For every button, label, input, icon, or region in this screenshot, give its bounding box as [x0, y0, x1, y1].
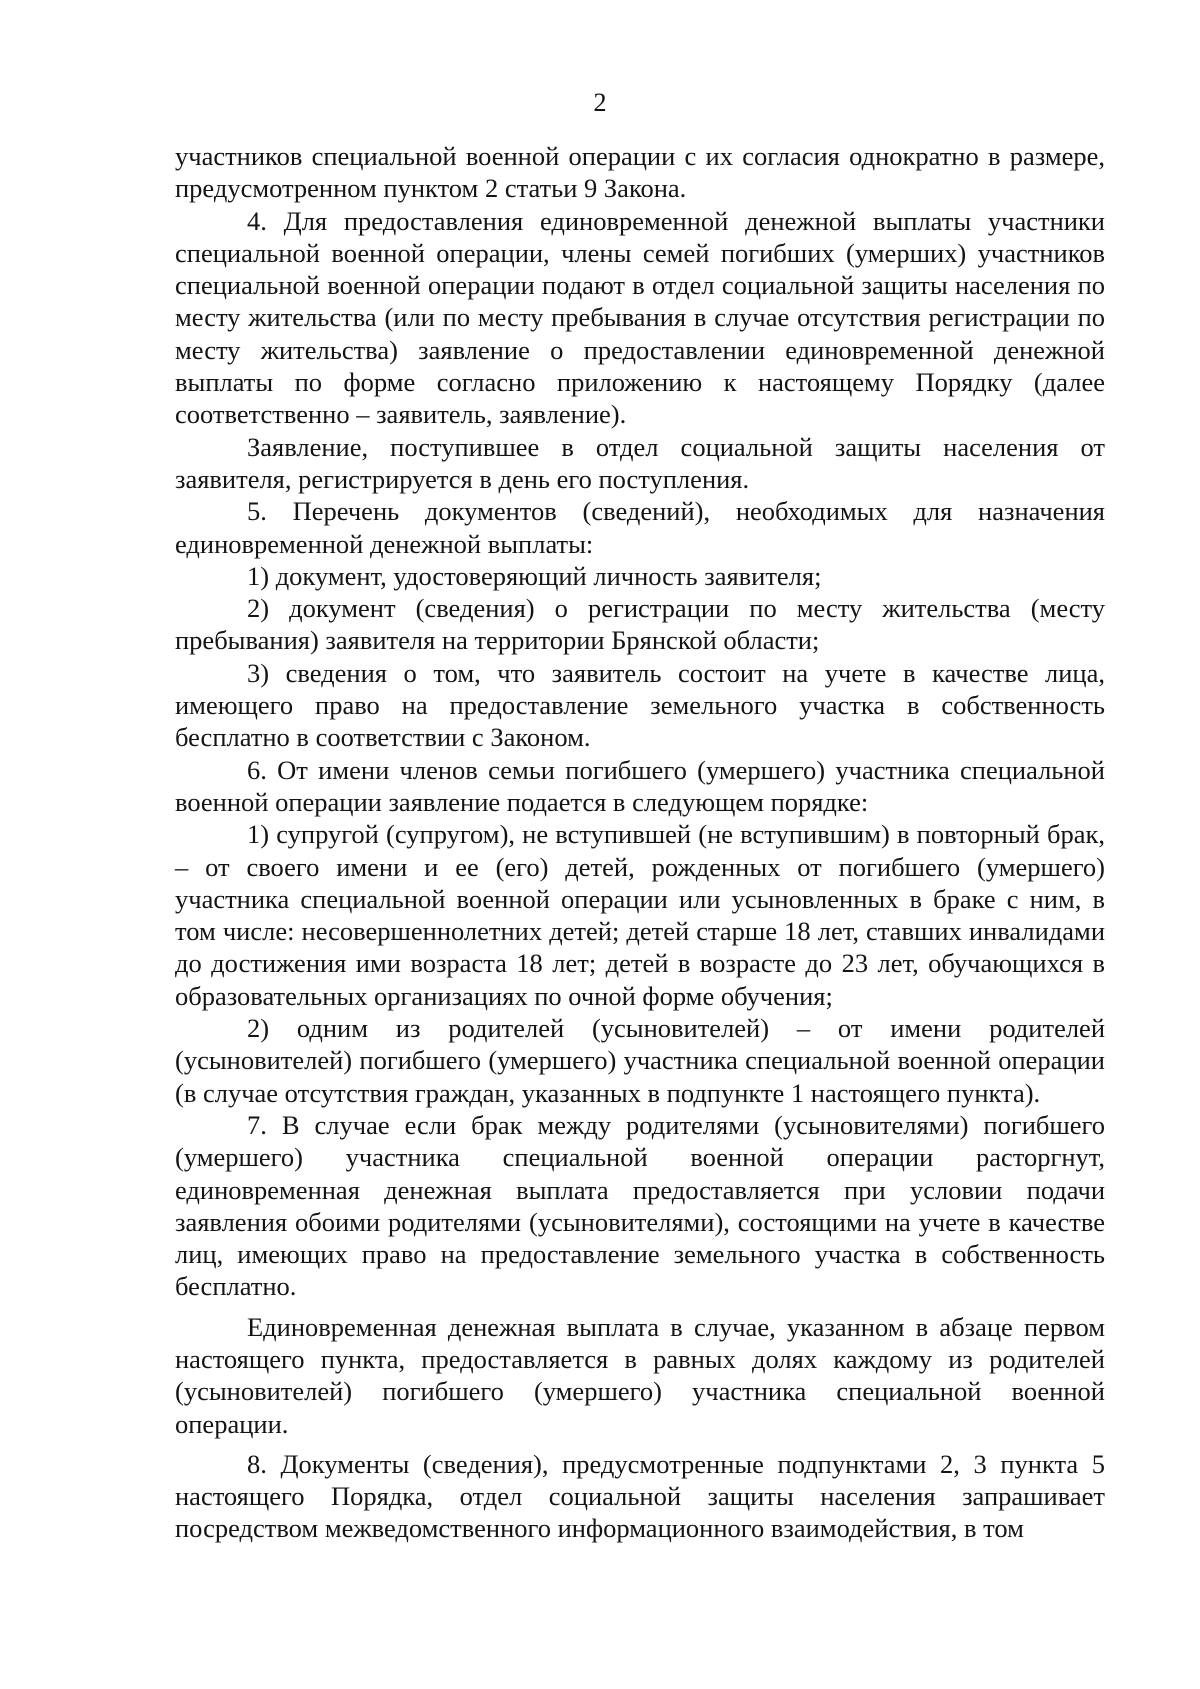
paragraph-item-4: 4. Для предоставления единовременной денежной выплаты участники специальной военной операции, члены семей погибших (умерших) участников специальной военной операции подают в отдел социальной защиты населения по месту жительства (или по месту пребывания в случае отсутствия регистрации по месту жительства) заявление о предоставлении единовременной денежной выплаты по форме согласно приложению к настоящему Порядку (далее соответственно – заявитель, заявление). [175, 205, 1105, 430]
paragraph-item-5: 5. Перечень документов (сведений), необходимых для назначения единовременной денежной выплаты: [175, 496, 1105, 559]
paragraph-item-5-sub-3: 3) сведения о том, что заявитель состоит на учете в качестве лица, имеющего право на предоставление земельного участка в собственность бесплатно в соответствии с Законом. [175, 657, 1105, 753]
paragraph-item-6-sub-2: 2) одним из родителей (усыновителей) – от имени родителей (усыновителей) погибшего (умершего) участника специальной военной операции (в случае отсутствия граждан, указанных в подпункте 1 настоящего пункта). [175, 1013, 1105, 1108]
paragraph-application-registration: Заявление, поступившее в отдел социальной защиты населения от заявителя, регистрируется в день его поступления. [175, 431, 1105, 494]
paragraph-continuation: участников специальной военной операции с их согласия однократно в размере, предусмотренном пунктом 2 статьи 9 Закона. [175, 141, 1105, 204]
paragraph-item-8: 8. Документы (сведения), предусмотренные подпунктами 2, 3 пункта 5 настоящего Порядка, отдел социальной защиты населения запрашивает посредством межведомственного информационного взаимодействия, в том [175, 1448, 1105, 1544]
paragraph-item-5-sub-1: 1) документ, удостоверяющий личность заявителя; [247, 560, 822, 591]
paragraph-item-5-sub-2: 2) документ (сведения) о регистрации по месту жительства (месту пребывания) заявителя на территории Брянской области; [175, 593, 1105, 656]
paragraph-item-6: 6. От имени членов семьи погибшего (умершего) участника специальной военной операции заявление подается в следующем порядке: [175, 754, 1105, 817]
paragraph-item-6-sub-1: 1) супругой (супругом), не вступившей (не вступившим) в повторный брак, – от своего имени и ее (его) детей, рожденных от погибшего (умершего) участника специальной военной операции или усыновленных в браке с ним, в том числе: несовершеннолетних детей; детей старше 18 лет, ставших инвалидами до достижения ими возраста 18 лет; детей в возрасте до 23 лет, обучающихся в образовательных организациях по очной форме обучения; [175, 819, 1105, 1011]
paragraph-item-7-part-2: Единовременная денежная выплата в случае, указанном в абзаце первом настоящего пункта, предоставляется в равных долях каждому из родителей (усыновителей) погибшего (умершего) участника специальной военной операции. [175, 1311, 1105, 1439]
document-body [175, 140, 1105, 1545]
page-number: 2 [593, 88, 607, 117]
paragraph-item-7: 7. В случае если брак между родителями (усыновителями) погибшего (умершего) участника специальной военной операции расторгнут, единовременная денежная выплата предоставляется при условии подачи заявления обоими родителями (усыновителями), состоящими на учете в качестве лиц, имеющих право на предоставление земельного участка в собственность бесплатно. [175, 1109, 1105, 1302]
